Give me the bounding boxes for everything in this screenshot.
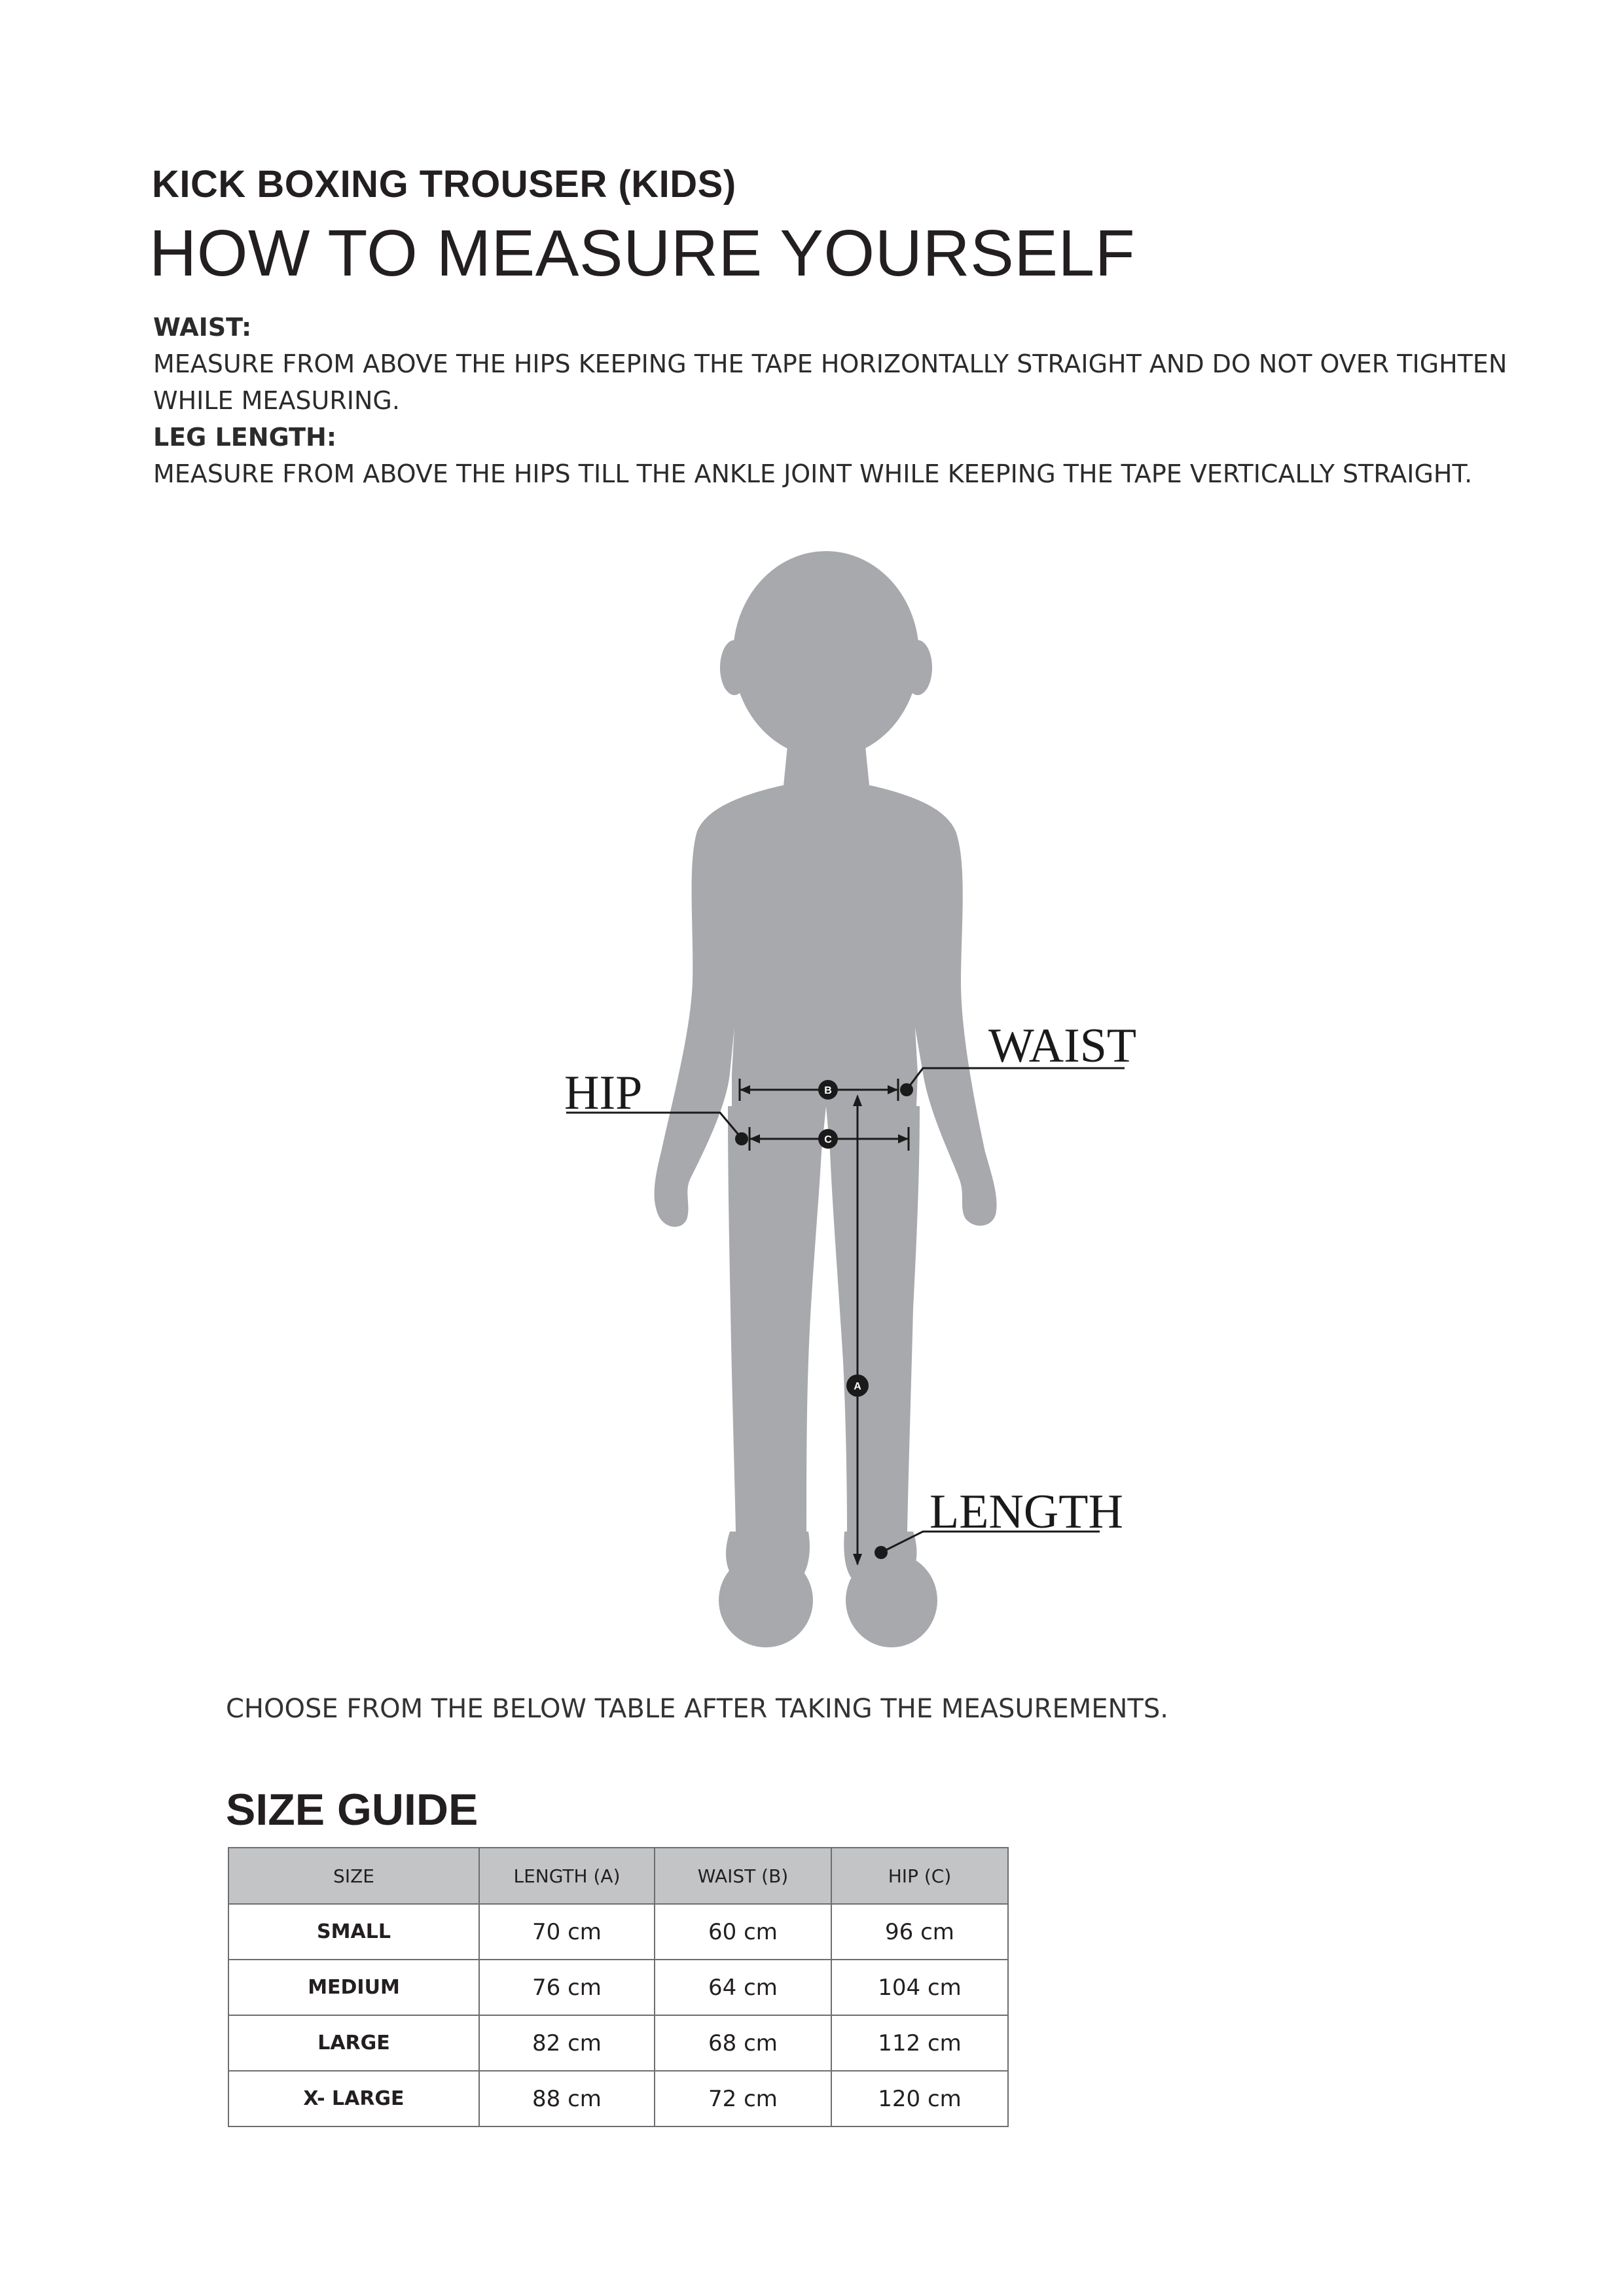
- marker-b: [818, 1080, 838, 1100]
- waist-cell: 60 cm: [655, 1904, 831, 1960]
- waist-instruction-line-1: MEASURE FROM ABOVE THE HIPS KEEPING THE TAPE HORIZONTALLY STRAIGHT AND DO NOT OVER TIGHTEN: [153, 350, 1507, 378]
- marker-a: [846, 1374, 869, 1397]
- length-cell: 76 cm: [479, 1960, 655, 2015]
- svg-text:A: A: [854, 1381, 861, 1392]
- waist-heading: WAIST:: [153, 313, 252, 342]
- svg-text:C: C: [824, 1134, 832, 1145]
- leg-length-instruction: MEASURE FROM ABOVE THE HIPS TILL THE ANKLE JOINT WHILE KEEPING THE TAPE VERTICALLY STRAIGHT.: [153, 459, 1473, 488]
- size-table: [228, 1847, 1009, 2127]
- leg-length-heading: LEG LENGTH:: [153, 423, 337, 452]
- hip-cell: 120 cm: [831, 2071, 1008, 2126]
- page-title: HOW TO MEASURE YOURSELF: [149, 217, 1136, 290]
- length-cell: 82 cm: [479, 2015, 655, 2071]
- header-hip: HIP (C): [831, 1848, 1008, 1904]
- table-row: [228, 1960, 1008, 2015]
- table-header-row: [228, 1848, 1008, 1904]
- marker-c: [818, 1129, 838, 1149]
- hip-cell: 96 cm: [831, 1904, 1008, 1960]
- choose-instruction: CHOOSE FROM THE BELOW TABLE AFTER TAKING THE MEASUREMENTS.: [226, 1694, 1168, 1724]
- table-row: [228, 1904, 1008, 1960]
- child-silhouette: [655, 551, 997, 1647]
- svg-text:B: B: [824, 1085, 832, 1096]
- waist-cell: 72 cm: [655, 2071, 831, 2126]
- waist-instruction-line-2: WHILE MEASURING.: [153, 386, 400, 415]
- size-cell: X- LARGE: [228, 2071, 479, 2126]
- waist-cell: 68 cm: [655, 2015, 831, 2071]
- size-cell: MEDIUM: [228, 1960, 479, 2015]
- hip-cell: 104 cm: [831, 1960, 1008, 2015]
- waist-cell: 64 cm: [655, 1960, 831, 2015]
- product-title: KICK BOXING TROUSER (KIDS): [152, 163, 736, 206]
- table-row: [228, 2071, 1008, 2126]
- hip-cell: 112 cm: [831, 2015, 1008, 2071]
- size-cell: SMALL: [228, 1904, 479, 1960]
- size-cell: LARGE: [228, 2015, 479, 2071]
- length-cell: 70 cm: [479, 1904, 655, 1960]
- hip-label: HIP: [564, 1066, 643, 1120]
- measurement-figure: [0, 537, 1624, 1662]
- table-row: [228, 2015, 1008, 2071]
- waist-label: WAIST: [988, 1019, 1137, 1073]
- header-size: SIZE: [228, 1848, 479, 1904]
- header-length: LENGTH (A): [479, 1848, 655, 1904]
- size-guide-title: SIZE GUIDE: [226, 1785, 478, 1835]
- length-label: LENGTH: [929, 1485, 1123, 1539]
- header-waist: WAIST (B): [655, 1848, 831, 1904]
- length-cell: 88 cm: [479, 2071, 655, 2126]
